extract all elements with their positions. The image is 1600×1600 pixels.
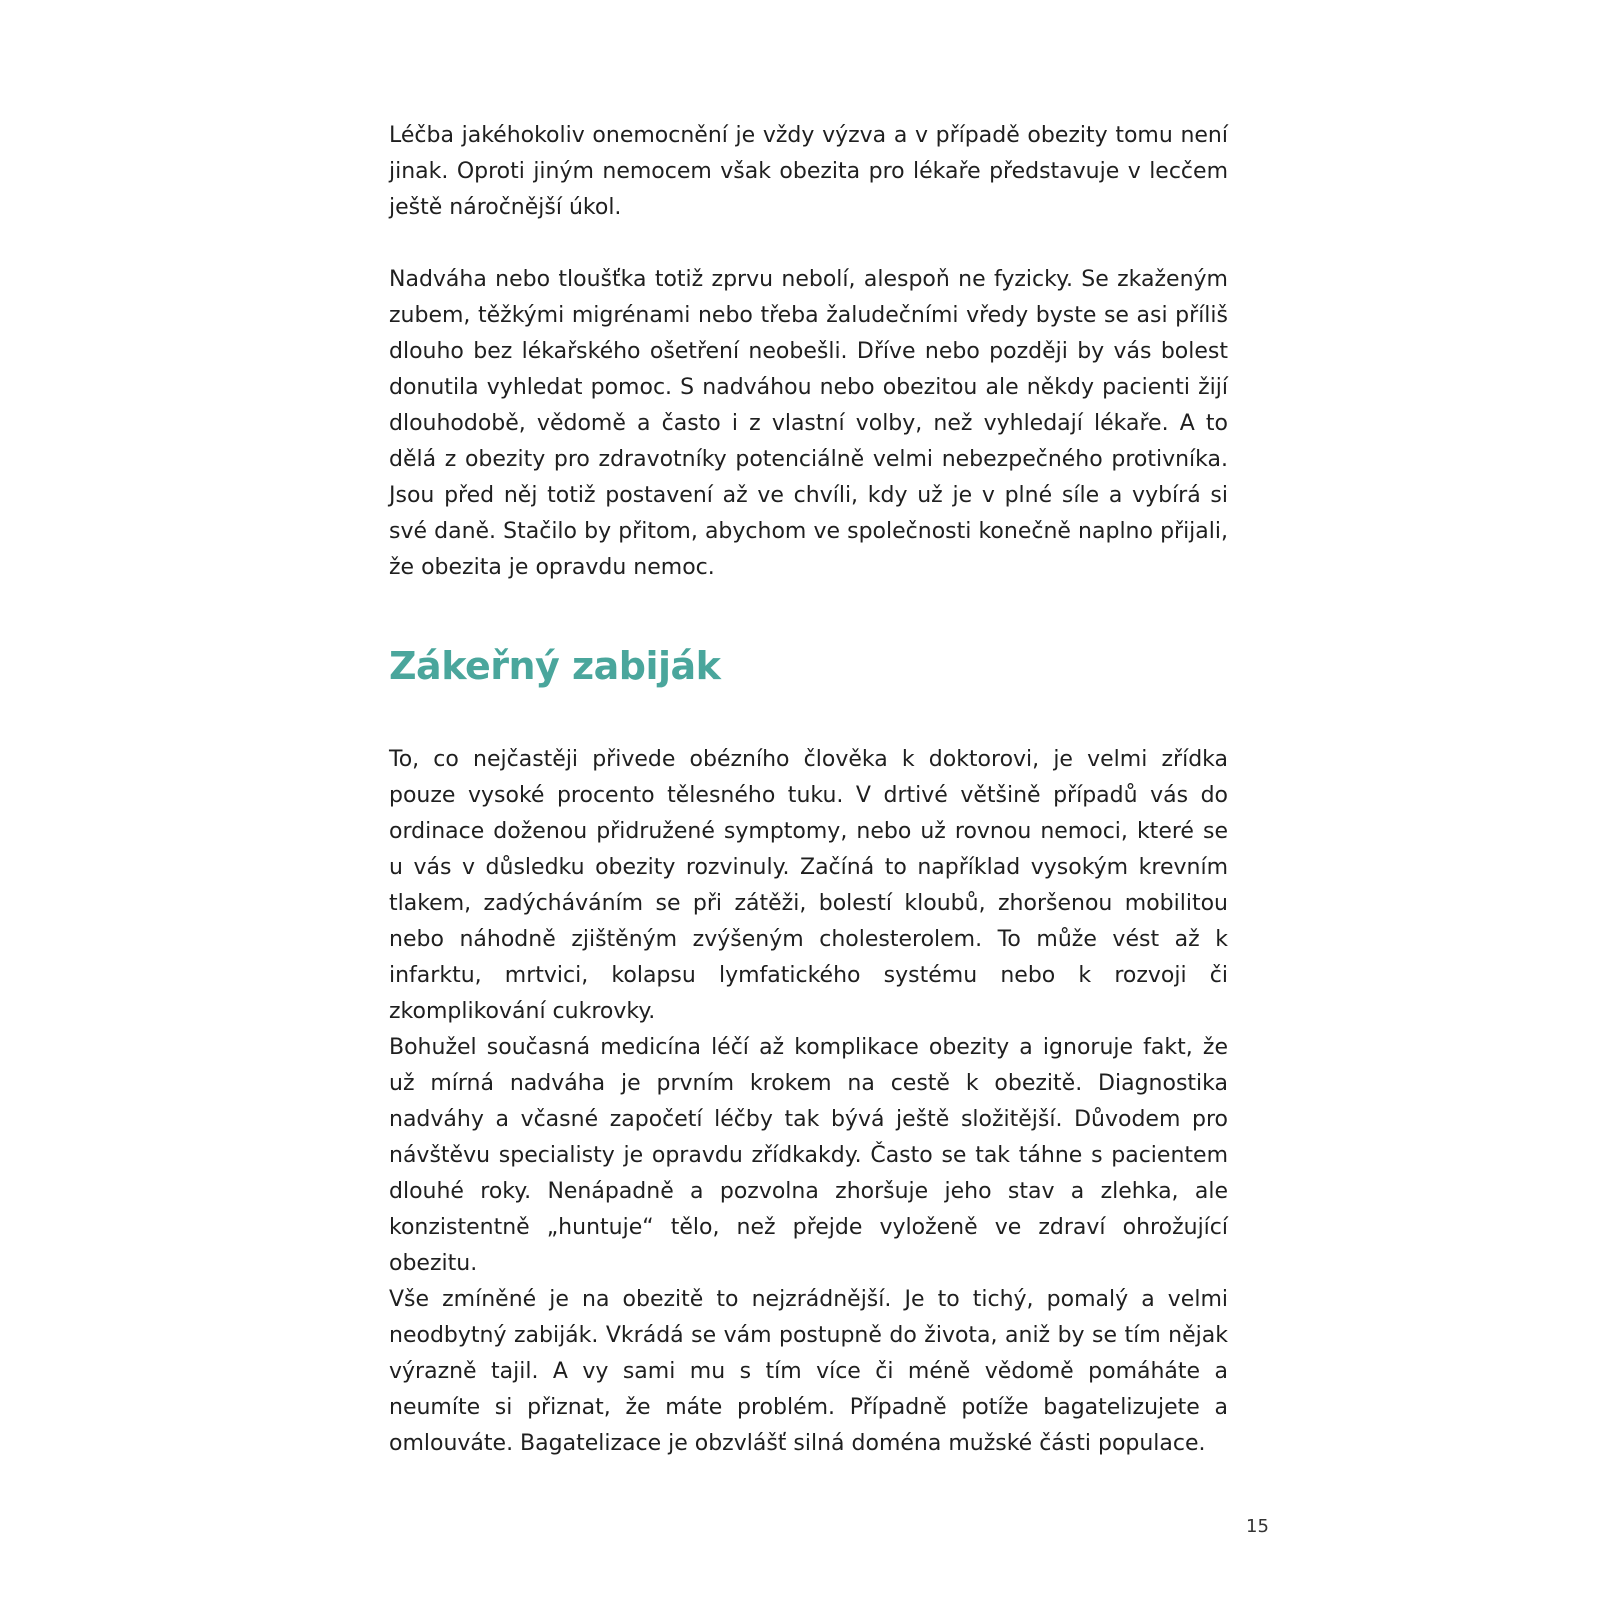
section-heading: Zákeřný zabiják	[389, 644, 721, 688]
page-number: 15	[1246, 1516, 1269, 1537]
paragraph-section-2: Bohužel současná medicína léčí až komplikace obezity a ignoruje fakt, že už mírná nadváha je prvním krokem na cestě k obezitě. Diagnostika nadváhy a včasné započetí léčby tak bývá ještě složitější. Důvodem pro návštěvu specialisty je opravdu zřídkakdy. Často se tak táhne s pacientem dlouhé roky. Nenápadně a pozvolna zhoršuje jeho stav a zlehka, ale konzistentně „huntuje“ tělo, než přejde vyloženě ve zdraví ohrožující obezitu.	[389, 1035, 1228, 1276]
paragraph-section-3: Vše zmíněné je na obezitě to nejzrádnější. Je to tichý, pomalý a velmi neodbytný zabiják. Vkrádá se vám postupně do života, aniž by se tím nějak výrazně tajil. A vy sami mu s tím více či méně vědomě pomáháte a neumíte si přiznat, že máte problém. Případně potíže bagatelizujete a omlouváte. Bagatelizace je obzvlášť silná doména mužské části populace.	[389, 1287, 1228, 1456]
paragraph-intro-1: Léčba jakéhokoliv onemocnění je vždy výzva a v případě obezity tomu není jinak. Oproti jiným nemocem však obezita pro lékaře představuje v lecčem ještě náročnější úkol.	[389, 123, 1228, 220]
paragraph-section-1: To, co nejčastěji přivede obézního člověka k doktorovi, je velmi zřídka pouze vysoké procento tělesného tuku. V drtivé většině případů vás do ordinace doženou přidružené symptomy, nebo už rovnou nemoci, které se u vás v důsledku obezity rozvinuly. Začíná to například vysokým krevním tlakem, zadýcháváním se při zátěži, bolestí kloubů, zhoršenou mobilitou nebo náhodně zjištěným zvýšeným cholesterolem. To může vést až k infarktu, mrtvici, kolapsu lymfatického systému nebo k rozvoji či zkomplikování cukrovky.	[389, 747, 1228, 1024]
paragraph-intro-2: Nadváha nebo tloušťka totiž zprvu nebolí, alespoň ne fyzicky. Se zkaženým zubem, těžkými migrénami nebo třeba žaludečními vředy byste se asi příliš dlouho bez lékařského ošetření neobešli. Dříve nebo později by vás bolest donutila vyhledat pomoc. S nadváhou nebo obezitou ale někdy pacienti žijí dlouhodobě, vědomě a často i z vlastní volby, než vyhledají lékaře. A to dělá z obezity pro zdravotníky potenciálně velmi nebezpečného protivníka. Jsou před něj totiž postavení až ve chvíli, kdy už je v plné síle a vybírá si své daně. Stačilo by přitom, abychom ve společnosti konečně naplno přijali, že obezita je opravdu nemoc.	[389, 267, 1228, 580]
